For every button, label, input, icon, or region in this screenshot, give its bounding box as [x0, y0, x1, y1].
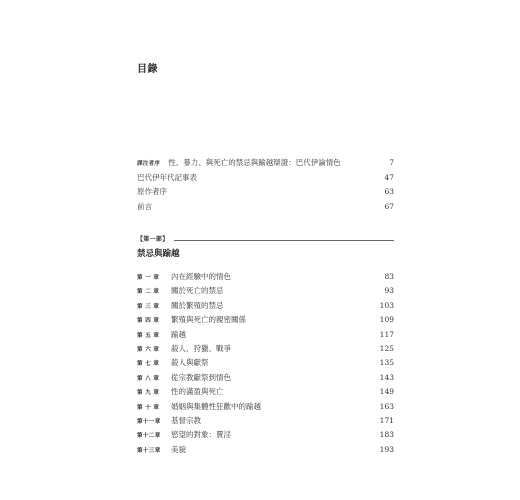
chapter-page-number: 171: [379, 415, 394, 425]
chapter-title: 內在經驗中的情色: [171, 272, 231, 281]
chapter-entry[interactable]: [137, 400, 394, 414]
chapter-entry[interactable]: [137, 443, 394, 457]
chapter-page-number: 109: [379, 315, 394, 325]
entry-page-number: 63: [384, 187, 394, 196]
chapter-number: 第 四 章: [137, 318, 160, 325]
chapter-number: 第 五 章: [137, 332, 160, 339]
chapter-title: 關於死亡的禁忌: [171, 286, 224, 296]
entry-page-number: 7: [389, 158, 394, 167]
chapter-title: 慾望的對象：賣淫: [171, 430, 231, 440]
chapter-number: 第十二章: [137, 433, 161, 440]
chapter-entry[interactable]: [137, 428, 394, 442]
chapter-entry[interactable]: [137, 299, 394, 313]
chapter-title: 關於繁殖的禁忌: [171, 300, 224, 310]
chapter-page-number: 93: [384, 286, 394, 296]
part-header: [137, 235, 394, 260]
chapter-page-number: 125: [379, 343, 394, 353]
entry-prefix: 譯注者序: [137, 161, 161, 167]
part-title: 禁忌與踰越: [137, 249, 180, 259]
chapter-entry[interactable]: [137, 414, 394, 428]
chapter-entry[interactable]: [137, 356, 394, 370]
toc-entry-introduction[interactable]: [137, 200, 394, 215]
chapter-list: [137, 270, 394, 457]
chapter-page-number: 83: [384, 272, 394, 281]
chapter-title: 踰越: [171, 329, 186, 339]
chapter-title: 從宗教獻祭到情色: [171, 372, 231, 382]
chapter-page-number: 117: [379, 329, 394, 339]
chapter-number: 第 八 章: [137, 375, 160, 382]
part-label: 【第一部】: [137, 236, 169, 243]
front-matter-list: [137, 156, 394, 214]
toc-entry-chronology[interactable]: [137, 171, 394, 186]
entry-title: 前言: [137, 201, 152, 211]
chapter-number: 第 三 章: [137, 303, 160, 310]
chapter-number: 第十一章: [137, 418, 161, 425]
entry-title: 性、暴力、與死亡的禁忌與踰越辯證：巴代伊論情色: [168, 158, 341, 167]
chapter-title: 殺人與獻祭: [171, 358, 209, 368]
chapter-page-number: 193: [379, 444, 394, 454]
chapter-number: 第 二 章: [137, 289, 160, 296]
entry-title: 原作者序: [137, 187, 167, 196]
chapter-page-number: 143: [379, 372, 394, 382]
chapter-page-number: 135: [379, 358, 394, 368]
entry-page-number: 47: [384, 172, 394, 182]
chapter-number: 第 一 章: [137, 275, 160, 281]
chapter-entry[interactable]: [137, 385, 394, 399]
chapter-page-number: 183: [379, 430, 394, 440]
chapter-page-number: 103: [379, 300, 394, 310]
entry-title: 巴代伊年代記事表: [137, 172, 197, 182]
chapter-number: 第十三章: [137, 447, 161, 454]
chapter-number: 第 六 章: [137, 346, 160, 353]
chapter-title: 婚姻與集體性狂歡中的踰越: [171, 401, 261, 411]
chapter-number: 第 九 章: [137, 390, 160, 397]
chapter-page-number: 149: [379, 387, 394, 397]
chapter-title: 殺人、狩獵、戰爭: [171, 343, 231, 353]
chapter-number: 第 七 章: [137, 361, 160, 368]
page-title: 目錄: [137, 64, 158, 75]
chapter-title: 繁殖與死亡的親密關係: [171, 315, 246, 325]
chapter-title: 性的滿盈與死亡: [171, 387, 224, 397]
chapter-entry[interactable]: [137, 270, 394, 284]
chapter-entry[interactable]: [137, 328, 394, 342]
chapter-title: 美貌: [171, 444, 186, 454]
toc-entry-translator-preface[interactable]: [137, 156, 394, 171]
chapter-entry[interactable]: [137, 371, 394, 385]
chapter-page-number: 163: [379, 401, 394, 411]
chapter-entry[interactable]: [137, 342, 394, 356]
toc-entry-author-preface[interactable]: [137, 185, 394, 200]
chapter-entry[interactable]: [137, 284, 394, 298]
chapter-number: 第 十 章: [137, 404, 160, 411]
chapter-title: 基督宗教: [171, 415, 201, 425]
part-divider: [174, 240, 394, 241]
entry-page-number: 67: [384, 201, 394, 211]
chapter-entry[interactable]: [137, 313, 394, 327]
